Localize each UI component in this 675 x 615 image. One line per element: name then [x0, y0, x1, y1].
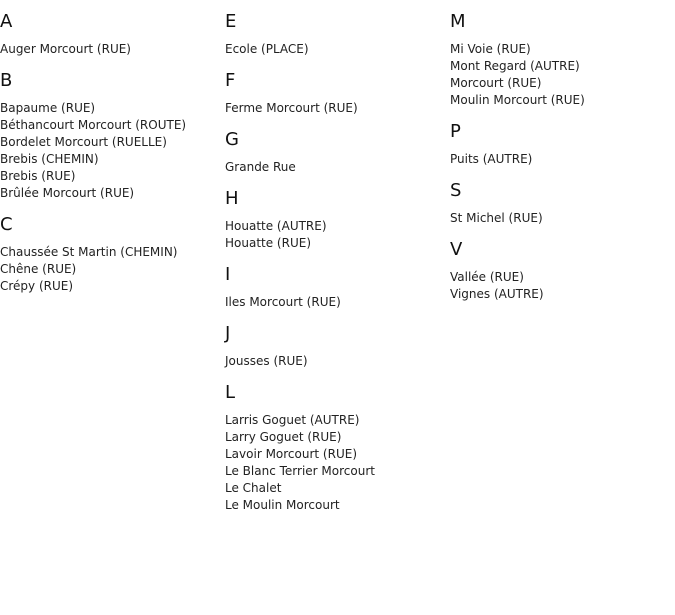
street-item[interactable]: Larris Goguet (AUTRE) [225, 413, 360, 427]
section-letter-heading: E [225, 11, 237, 32]
index-column [225, 0, 450, 526]
section-letter-heading: A [0, 11, 13, 32]
street-item[interactable]: Béthancourt Morcourt (ROUTE) [0, 118, 187, 132]
street-list [225, 412, 450, 514]
letter-section [0, 11, 225, 58]
street-item[interactable]: Mont Regard (AUTRE) [450, 59, 580, 73]
street-item[interactable]: Lavoir Morcourt (RUE) [225, 447, 357, 461]
street-item[interactable]: Crépy (RUE) [0, 279, 74, 293]
street-item[interactable]: Ecole (PLACE) [225, 42, 309, 56]
letter-section [0, 214, 225, 295]
street-item[interactable]: Chaussée St Martin (CHEMIN) [0, 245, 178, 259]
section-letter-heading: P [450, 121, 461, 142]
section-letter-heading: F [225, 70, 236, 91]
street-item[interactable]: Houatte (RUE) [225, 236, 311, 250]
street-item[interactable]: Chêne (RUE) [0, 262, 77, 276]
street-item[interactable]: Jousses (RUE) [225, 354, 308, 368]
street-item[interactable]: Larry Goguet (RUE) [225, 430, 342, 444]
street-list [225, 41, 450, 58]
section-letter-heading: V [450, 239, 463, 260]
street-item[interactable]: Mi Voie (RUE) [450, 42, 531, 56]
street-item[interactable]: Vallée (RUE) [450, 270, 524, 284]
street-item[interactable]: Bordelet Morcourt (RUELLE) [0, 135, 167, 149]
street-list [0, 244, 225, 295]
street-list [450, 210, 675, 227]
street-item[interactable]: Moulin Morcourt (RUE) [450, 93, 585, 107]
street-item[interactable]: Brûlée Morcourt (RUE) [0, 186, 135, 200]
street-item[interactable]: Brebis (RUE) [0, 169, 76, 183]
street-list [450, 151, 675, 168]
section-letter-heading: B [0, 70, 13, 91]
section-letter-heading: I [225, 264, 231, 285]
street-item[interactable]: Le Blanc Terrier Morcourt [225, 464, 375, 478]
street-list [225, 353, 450, 370]
letter-section [450, 121, 675, 168]
street-list [225, 218, 450, 252]
street-item[interactable]: Puits (AUTRE) [450, 152, 533, 166]
letter-section [225, 129, 450, 176]
street-list [225, 100, 450, 117]
street-list [450, 41, 675, 109]
street-list [0, 41, 225, 58]
letter-section [225, 70, 450, 117]
letter-section [0, 70, 225, 202]
street-list [450, 269, 675, 303]
letter-section [225, 11, 450, 58]
street-item[interactable]: Morcourt (RUE) [450, 76, 542, 90]
section-letter-heading: H [225, 188, 239, 209]
letter-section [225, 264, 450, 311]
letter-section [450, 239, 675, 303]
index-column [450, 0, 675, 315]
letter-section [450, 180, 675, 227]
street-item[interactable]: Brebis (CHEMIN) [0, 152, 99, 166]
section-letter-heading: G [225, 129, 239, 150]
street-list [225, 294, 450, 311]
street-item[interactable]: Ferme Morcourt (RUE) [225, 101, 358, 115]
street-list [225, 159, 450, 176]
section-letter-heading: C [0, 214, 13, 235]
section-letter-heading: M [450, 11, 466, 32]
section-letter-heading: S [450, 180, 462, 201]
street-item[interactable]: Le Moulin Morcourt [225, 498, 340, 512]
section-letter-heading: J [225, 323, 231, 344]
street-item[interactable]: Vignes (AUTRE) [450, 287, 544, 301]
letter-section [225, 188, 450, 252]
section-letter-heading: L [225, 382, 236, 403]
index-column [0, 0, 225, 307]
letter-section [225, 323, 450, 370]
street-item[interactable]: Iles Morcourt (RUE) [225, 295, 341, 309]
street-item[interactable]: Bapaume (RUE) [0, 101, 96, 115]
letter-section [450, 11, 675, 109]
street-item[interactable]: St Michel (RUE) [450, 211, 543, 225]
street-list [0, 100, 225, 202]
street-item[interactable]: Le Chalet [225, 481, 282, 495]
street-item[interactable]: Houatte (AUTRE) [225, 219, 327, 233]
street-item[interactable]: Auger Morcourt (RUE) [0, 42, 131, 56]
street-item[interactable]: Grande Rue [225, 160, 296, 174]
letter-section [225, 382, 450, 514]
